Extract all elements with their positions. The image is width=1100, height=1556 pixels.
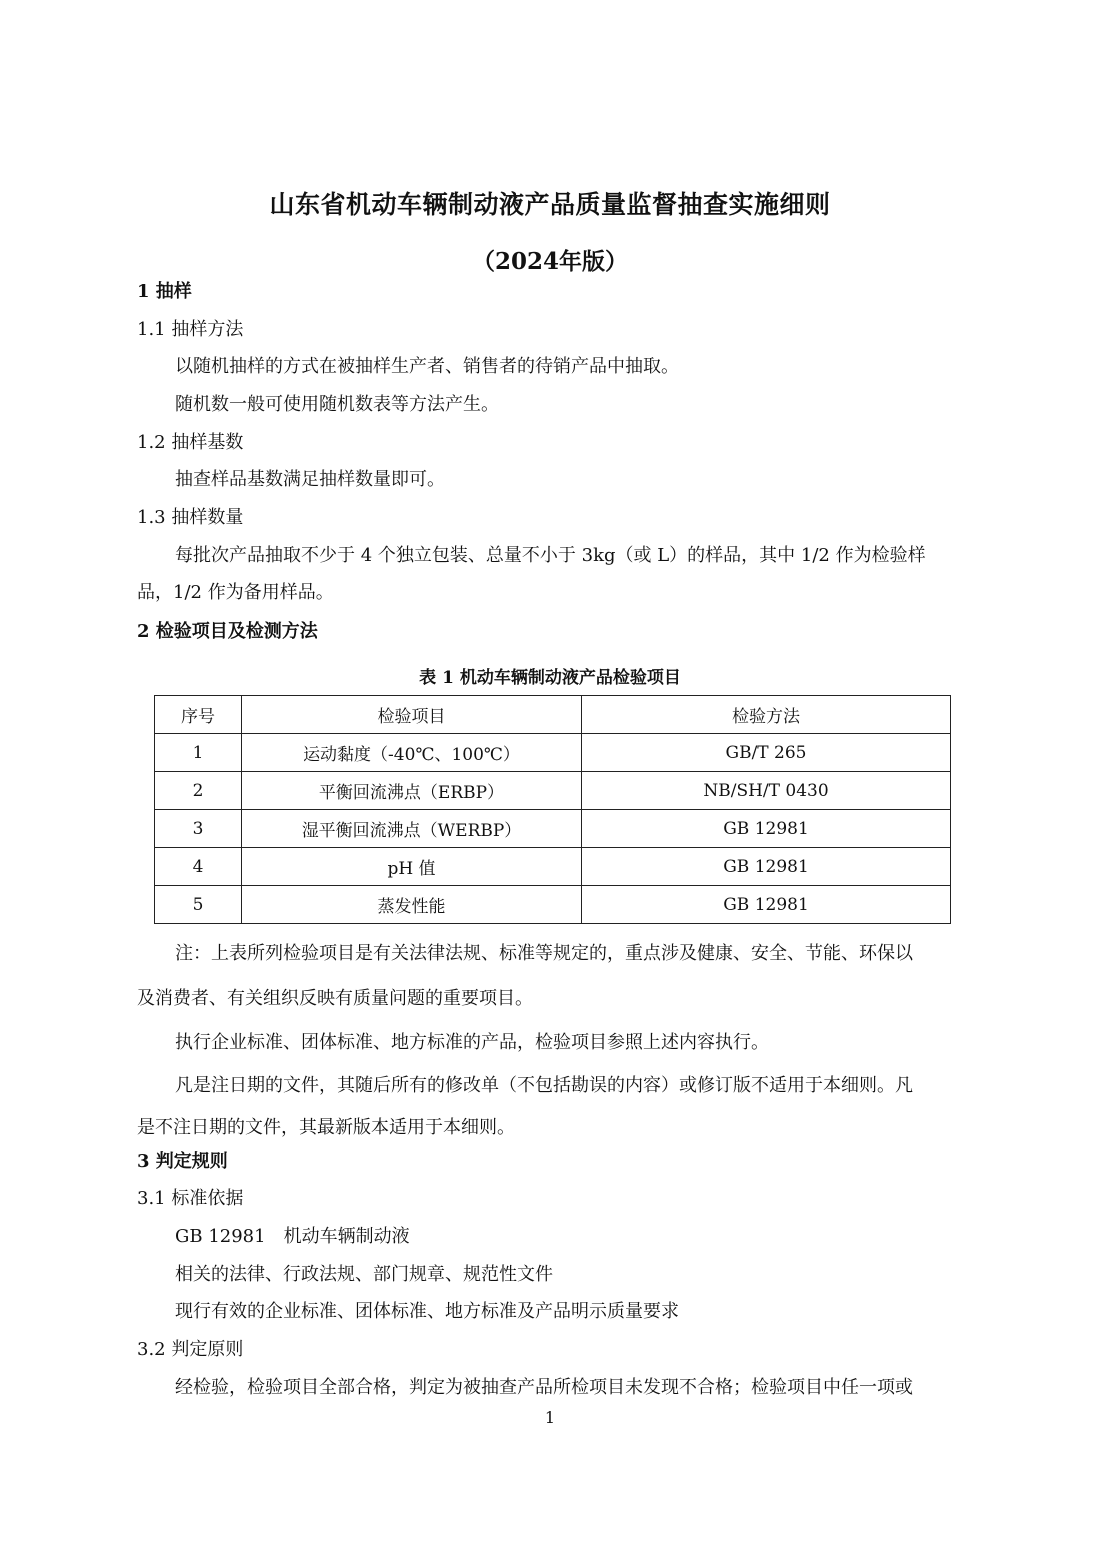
cell-item: 平衡回流沸点（ERBP） bbox=[242, 772, 582, 810]
table-caption: 表 1 机动车辆制动液产品检验项目 bbox=[419, 668, 681, 688]
section-1-heading: 1 抽样 bbox=[137, 281, 192, 302]
column-header-no: 序号 bbox=[155, 696, 242, 734]
table-row bbox=[155, 886, 951, 924]
table-note-line: 及消费者、有关组织反映有质量问题的重要项目。 bbox=[137, 988, 533, 1009]
cell-item: pH 值 bbox=[242, 848, 582, 886]
document-subtitle: （2024年版） bbox=[471, 248, 628, 275]
column-header-method: 检验方法 bbox=[582, 696, 951, 734]
table-row bbox=[155, 810, 951, 848]
paragraph-line: 经检验，检验项目全部合格，判定为被抽查产品所检项目未发现不合格；检验项目中任一项或 bbox=[175, 1377, 913, 1398]
cell-method: GB 12981 bbox=[582, 848, 951, 886]
paragraph-line: 是不注日期的文件，其最新版本适用于本细则。 bbox=[137, 1117, 515, 1138]
table-row bbox=[155, 772, 951, 810]
table-header-row bbox=[155, 696, 951, 734]
cell-no: 3 bbox=[155, 810, 242, 848]
cell-method: NB/SH/T 0430 bbox=[582, 772, 951, 810]
section-3-1-heading: 3.1 标准依据 bbox=[137, 1188, 244, 1209]
section-3-heading: 3 判定规则 bbox=[137, 1151, 228, 1172]
paragraph: 抽查样品基数满足抽样数量即可。 bbox=[175, 469, 445, 490]
cell-item: 湿平衡回流沸点（WERBP） bbox=[242, 810, 582, 848]
paragraph: 随机数一般可使用随机数表等方法产生。 bbox=[175, 394, 499, 415]
cell-method: GB 12981 bbox=[582, 886, 951, 924]
section-1-2-heading: 1.2 抽样基数 bbox=[137, 432, 244, 453]
cell-item: 蒸发性能 bbox=[242, 886, 582, 924]
paragraph-line: 每批次产品抽取不少于 4 个独立包装、总量不小于 3kg（或 L）的样品，其中 1/2 作为检验样 bbox=[175, 545, 926, 566]
cell-no: 2 bbox=[155, 772, 242, 810]
cell-item: 运动黏度（-40℃、100℃） bbox=[242, 734, 582, 772]
document-title: 山东省机动车辆制动液产品质量监督抽查实施细则 bbox=[269, 190, 831, 219]
table-row bbox=[155, 734, 951, 772]
cell-no: 5 bbox=[155, 886, 242, 924]
table-row bbox=[155, 848, 951, 886]
paragraph: GB 12981 机动车辆制动液 bbox=[175, 1226, 410, 1247]
section-1-1-heading: 1.1 抽样方法 bbox=[137, 319, 244, 340]
paragraph-line: 品，1/2 作为备用样品。 bbox=[137, 582, 334, 603]
paragraph: 现行有效的企业标准、团体标准、地方标准及产品明示质量要求 bbox=[175, 1301, 679, 1322]
cell-no: 1 bbox=[155, 734, 242, 772]
section-1-3-heading: 1.3 抽样数量 bbox=[137, 507, 244, 528]
paragraph: 以随机抽样的方式在被抽样生产者、销售者的待销产品中抽取。 bbox=[175, 356, 679, 377]
paragraph: 相关的法律、行政法规、部门规章、规范性文件 bbox=[175, 1264, 553, 1285]
table-note-line: 注：上表所列检验项目是有关法律法规、标准等规定的，重点涉及健康、安全、节能、环保以 bbox=[175, 943, 913, 964]
page-number: 1 bbox=[544, 1408, 556, 1427]
paragraph-line: 凡是注日期的文件，其随后所有的修改单（不包括勘误的内容）或修订版不适用于本细则。凡 bbox=[175, 1075, 913, 1096]
cell-method: GB 12981 bbox=[582, 810, 951, 848]
column-header-item: 检验项目 bbox=[242, 696, 582, 734]
section-2-heading: 2 检验项目及检测方法 bbox=[137, 621, 318, 642]
section-3-2-heading: 3.2 判定原则 bbox=[137, 1339, 244, 1360]
paragraph: 执行企业标准、团体标准、地方标准的产品，检验项目参照上述内容执行。 bbox=[175, 1032, 769, 1053]
inspection-items-table bbox=[154, 695, 951, 924]
cell-no: 4 bbox=[155, 848, 242, 886]
cell-method: GB/T 265 bbox=[582, 734, 951, 772]
